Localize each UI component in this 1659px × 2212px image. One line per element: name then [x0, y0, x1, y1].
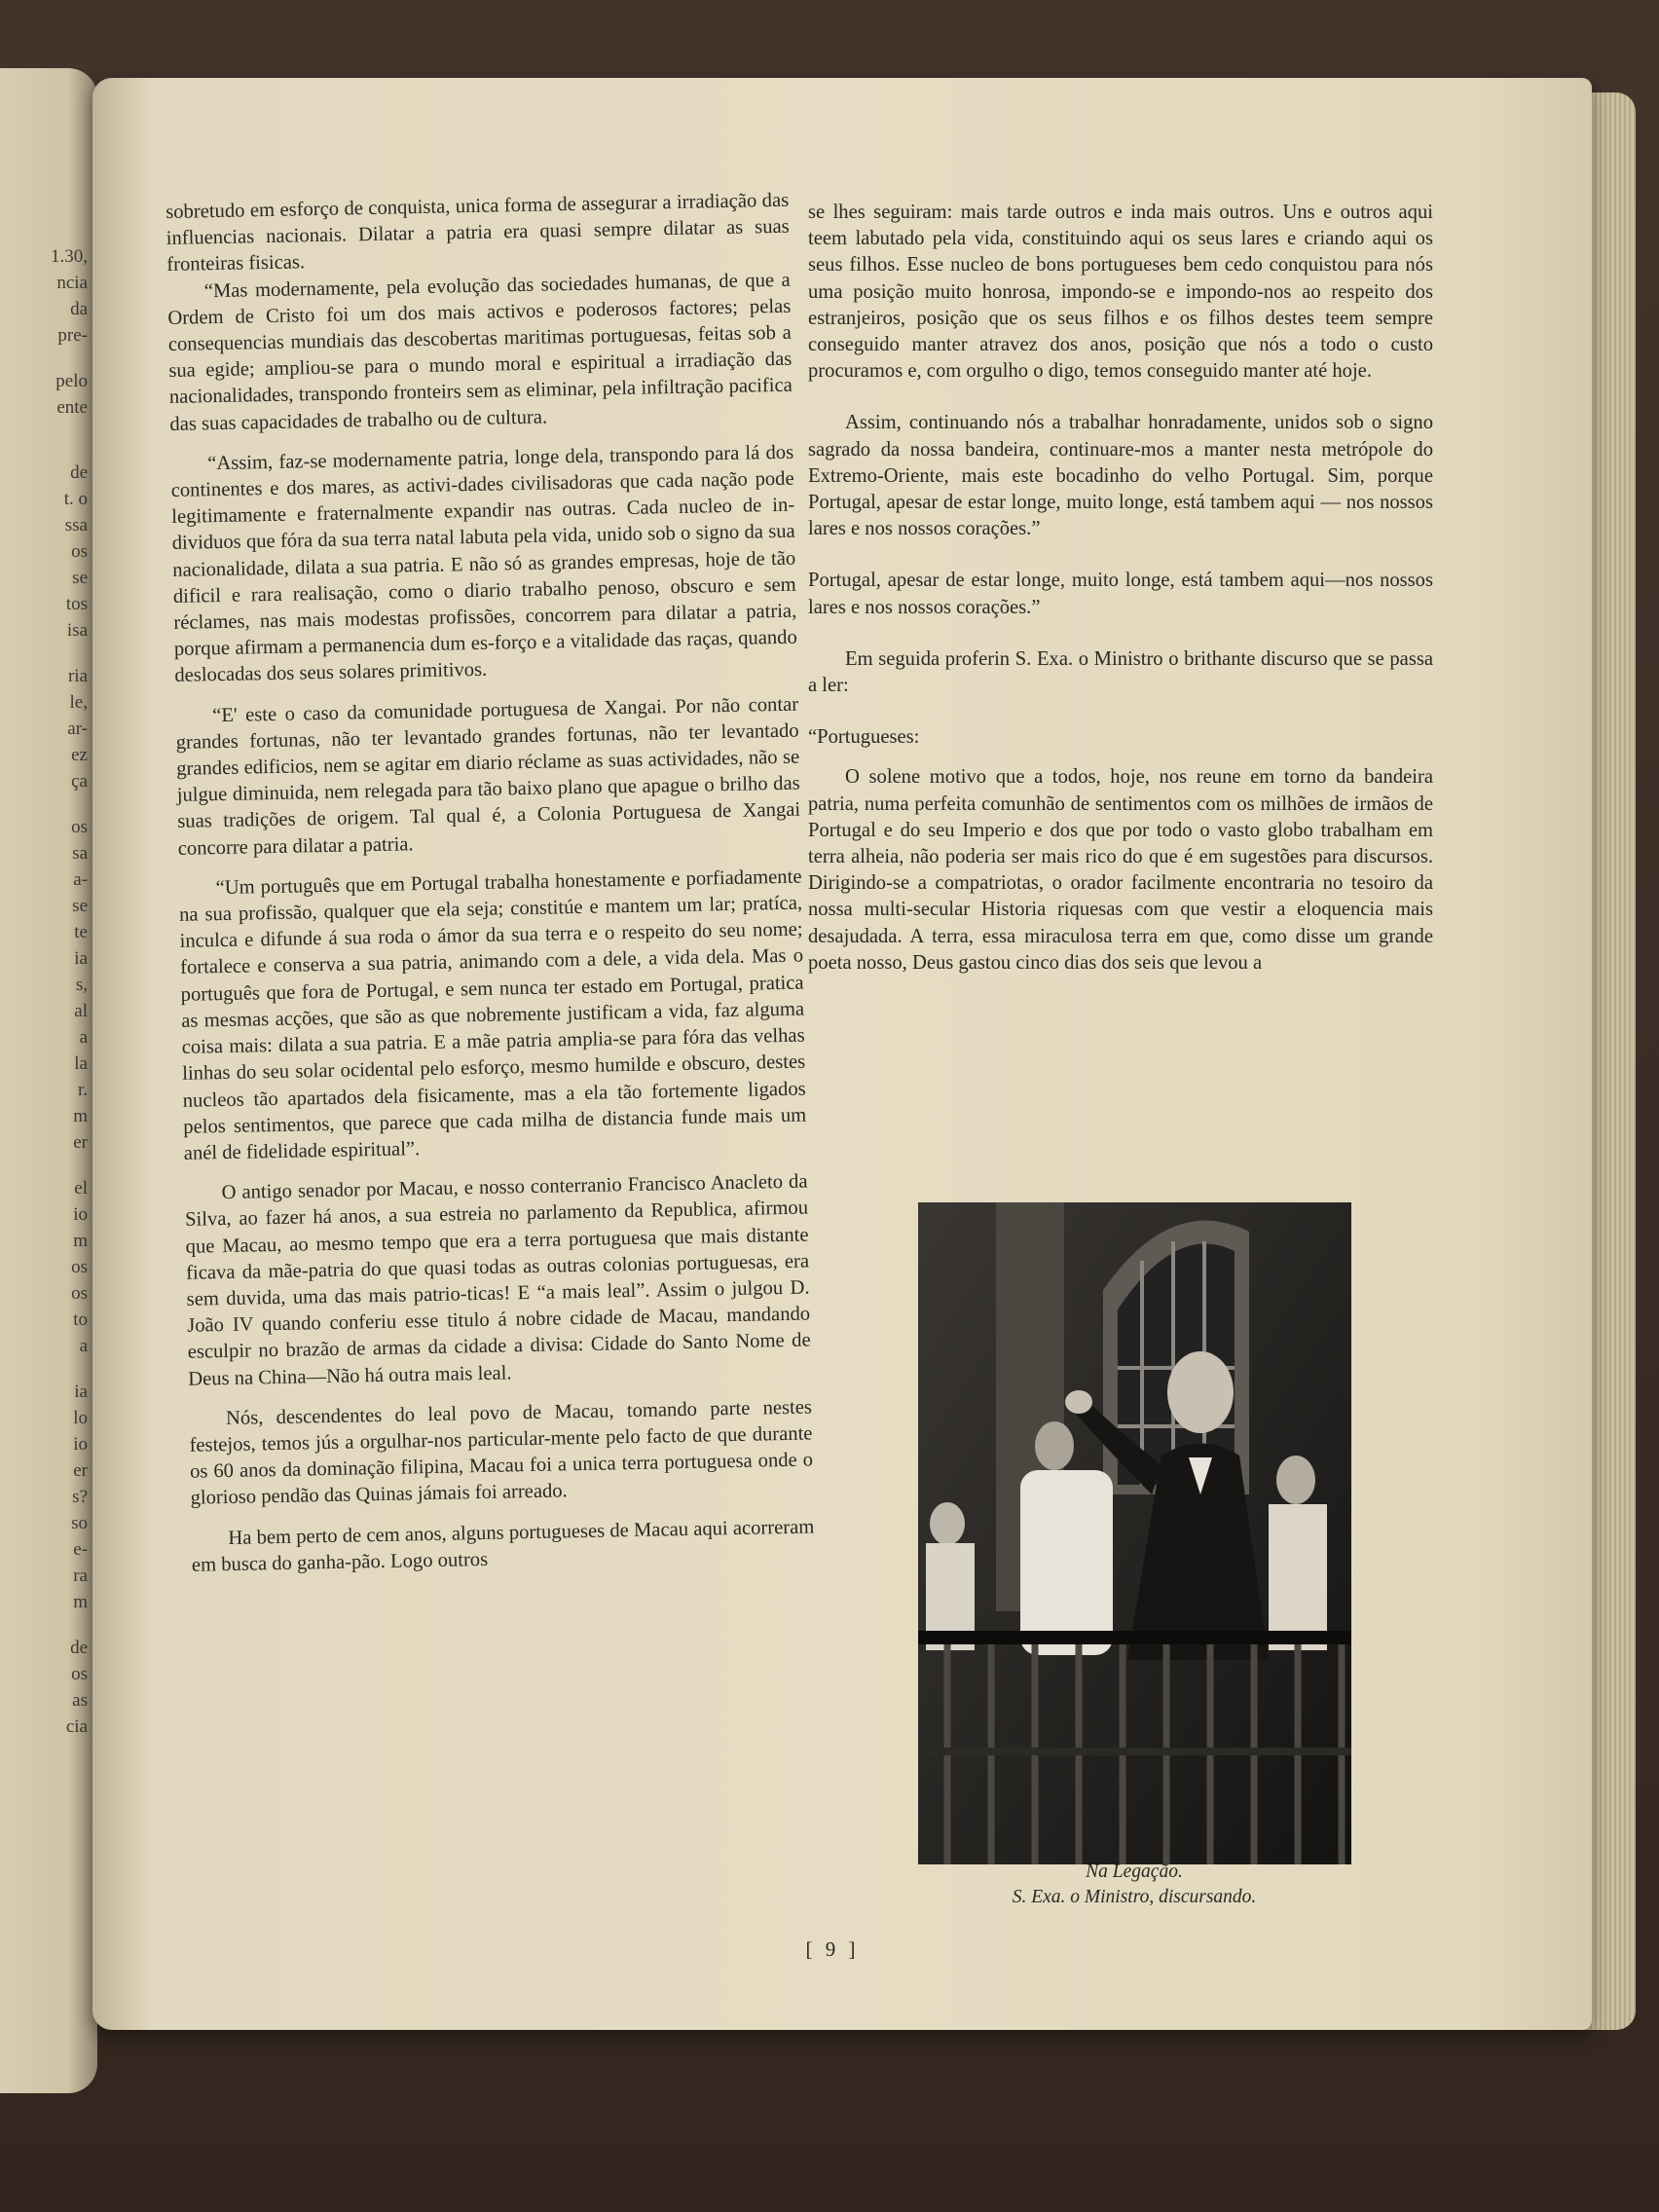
left-page-fragment: m — [73, 1106, 88, 1126]
left-page-fragment: ia — [74, 1382, 88, 1402]
paragraph: “Um português que em Portugal trabalha honestamente e porfiadamente na sua profissão, qualquer que ela seja; constitúe e mantem um lar; pratíca, inculca e difunde á sua roda o ámor da sua terra e o respeito do seu nome; fortalece e conserva a sua patria, animando com a dele, a vida dela. Mas o português que fora de Portugal, e sem nunca ter estado em Portugal, pratica as mesmas acções, que são as que nobremente justificam a vida, faz alguma coisa mais: dilata a sua patria. E a mãe patria amplia-se para fóra das velhas linhas do seu solar ocidental pelo esforço, mesmo humilde e obscuro, destes nucleos tão apartados dela fisicamente, mas a ela tão fortemente ligados pelos sentimentos, que parece que cada milha de distancia funde mais um anél de fidelidade espiritual”. — [178, 866, 807, 1164]
left-page-fragment: s, — [75, 975, 88, 995]
left-page-fragment: s? — [72, 1487, 88, 1507]
left-page-fragment: as — [72, 1690, 88, 1711]
left-page-fragment: t. o — [63, 489, 88, 509]
paragraph: Ha bem perto de cem anos, alguns portugueses de Macau aqui acorreram em busca do ganha-pão. Logo outros — [191, 1516, 815, 1576]
caption-line-2: S. Exa. o Ministro, discursando. — [1012, 1887, 1257, 1907]
caption-line-1: Na Legação. — [1086, 1862, 1183, 1882]
left-page-edge — [0, 68, 97, 2093]
left-page-fragment: os — [71, 817, 88, 837]
left-page-fragment: a — [79, 1027, 88, 1048]
paragraph: O solene motivo que a todos, hoje, nos reune em torno da bandeira patria, numa perfeita comunhão de sentimentos com os milhões de irmãos de Portugal e do seu Imperio e dos que por todo o vasto globo trabalham em terra alheia, não poderia ser mais rico do que é em sugestões para discursos. Dirigindo-se a compatriotas, o orador facilmente encontraria no tesoiro da nossa multi-secular Historia riquesas com que vestir a eloquencia mais desajudada. A terra, essa miraculosa terra em que, como disse um grande poeta nosso, Deus gastou cinco dias dos seis que levou a — [808, 766, 1433, 974]
right-page — [92, 78, 1592, 2030]
paragraph: Em seguida proferin S. Exa. o Ministro o brithante discurso que se passa a ler: — [808, 647, 1433, 697]
left-page-fragment: os — [71, 1257, 88, 1277]
left-page-fragment: er — [73, 1132, 88, 1153]
page-number: [ 9 ] — [805, 1937, 860, 1961]
left-page-fragment: e- — [73, 1539, 88, 1560]
left-page-fragment: lo — [73, 1408, 88, 1428]
paragraph: se lhes seguiram: mais tarde outros e inda mais outros. Uns e outros aqui teem labutado pela vida, constituindo aqui os seus lares e criando aqui os seus filhos. Esse nucleo de bons portugueses bem cedo conquistou para nós uma posição muito honrosa, impondo-se e impondo-nos ao respeito dos estranjeiros, posição que os seus filhos e os filhos destes teem sempre conseguido manter atravez dos anos, posição que nós a todo o custo procuramos e, com orgulho o digo, temos conseguido manter até hoje. — [808, 202, 1433, 383]
photograph-illustration — [918, 1202, 1351, 1864]
left-page-fragment: os — [71, 541, 88, 562]
photo-caption — [871, 1860, 1397, 1910]
paragraph: Nós, descendentes do leal povo de Macau, tomando parte nestes festejos, temos jús a orgulhar-nos particular-mente pelo facto de que durante os 60 anos da dominação filipina, Macau foi a unica terra portuguesa onde o glorioso pendão das Quinas jámais foi arreado. — [189, 1396, 814, 1510]
left-page-fragment: er — [73, 1460, 88, 1481]
left-page-fragment: os — [71, 1664, 88, 1684]
left-page-fragment: de — [70, 1638, 88, 1658]
paragraph: Assim, continuando nós a trabalhar honradamente, unidos sob o signo sagrado da nossa bandeira, continuare-mos a manter nesta metrópole do Extremo-Oriente, mais este bocadinho do velho Portugal. Sim, porque Portugal, apesar de estar longe, muito longe, está tambem aqui — nos nossos lares e nos nossos corações.” — [808, 412, 1433, 540]
left-column — [166, 188, 815, 1579]
paragraph: sobretudo em esforço de conquista, unica forma de assegurar a irradiação das influencias nacionais. Dilatar a patria era quasi sempre dilatar as suas fronteiras fisicas. — [166, 189, 790, 276]
paragraph: “Portugueses: — [808, 726, 920, 749]
left-page-fragment: ez — [71, 745, 88, 765]
left-page-fragment: to — [73, 1309, 88, 1330]
left-page-fragment: isa — [66, 620, 88, 641]
paragraph: O antigo senador por Macau, e nosso conterranio Francisco Anacleto da Silva, ao fazer há anos, a sua estreia no parlamento da Republica, afirmou que Macau, ao mesmo tempo que era a terra portuguesa que mais distante ficava da mãe-patria do que quasi todas as outras colonias portuguesas, era sem duvida, uma das mais patrio-ticas! E “a mais leal”. Assim o julgou D. João IV quando conferiu esse titulo á nobre cidade de Macau, mandando esculpir no brazão de armas da cidade a divisa: Cidade do Santo Nome de Deus na China—Não há outra mais leal. — [184, 1170, 811, 1390]
left-page-fragment: ria — [67, 666, 88, 686]
left-page-fragment: ia — [74, 948, 88, 969]
left-page-fragment: ar- — [67, 719, 88, 739]
left-page-fragment: la — [74, 1053, 88, 1074]
left-page-fragment: te — [74, 922, 88, 942]
left-page-fragment: al — [74, 1001, 88, 1021]
left-page-fragment: ente — [56, 397, 88, 418]
left-page-fragment: de — [70, 462, 88, 483]
left-page-fragment: da — [70, 299, 88, 319]
left-page-fragment: ssa — [64, 515, 88, 535]
left-page-fragment: io — [73, 1434, 88, 1455]
left-page-fragment: le, — [69, 692, 88, 713]
left-page-fragment: pre- — [57, 325, 88, 346]
paragraph: “Assim, faz-se modernamente patria, longe dela, transpondo para lá dos continentes e dos mares, as activi-dades civilisadoras que cada nação pode legitimamente e fraternalmente expandir nas outras. Cada nucleo de in-dividuos que fóra da sua terra natal labuta pela vida, unido sob o signo da sua nacionalidade, dilata a sua patria. E não só as grandes empresas, hoje de tão dificil e rara realisação, como o diario trabalho penoso, obscuro e sem réclames, nas mais modestas profissões, concorrem para dilatar a patria, porque afirmam a permanencia dum es-forço e a vitalidade das raças, quando deslocadas dos seus solares primitivos. — [170, 441, 797, 687]
left-page-fragment: m — [73, 1231, 88, 1251]
right-column — [808, 200, 1433, 977]
left-page-fragment: cia — [65, 1716, 88, 1737]
left-page-fragment: io — [73, 1204, 88, 1225]
left-page-fragment: se — [72, 568, 88, 588]
left-page-fragment: sa — [72, 843, 88, 864]
left-page-fragment: m — [73, 1592, 88, 1612]
left-page-fragment: os — [71, 1283, 88, 1304]
left-page-fragment: a- — [73, 869, 88, 890]
photograph — [918, 1202, 1351, 1864]
left-page-fragment: ncia — [56, 273, 88, 293]
paragraph: “E' este o caso da comunidade portuguesa de Xangai. Por não contar grandes fortunas, não ter levantado grandes fortunas, não ter levantado grandes edificios, nem se agitar em diario réclame as suas actividades, não se julgue diminuida, nem relegada para tão baixo plano que apague o brilho das suas tradições de origem. Tal qual é, a Colonia Portuguesa de Xangai concorre para dilatar a patria. — [175, 693, 801, 860]
left-page-fragment: a — [79, 1336, 88, 1356]
paragraph: Portugal, apesar de estar longe, muito longe, está tambem aqui—nos nossos lares e nos nossos corações.” — [808, 570, 1433, 618]
left-page-fragment: ra — [73, 1566, 88, 1586]
paragraph: “Mas modernamente, pela evolução das sociedades humanas, de que a Ordem de Cristo foi um dos mais activos e poderosos factores; pelas consequencias mundiais das descobertas maritimas portuguesas, feitas sob a sua egide; ampliou-se para o mundo moral e espiritual a irradiação das nacionalidades, transpondo fronteirs sem as eliminar, pela infiltração pacifica das suas capacidades de trabalho ou de cultura. — [167, 269, 793, 435]
left-page-fragment: r. — [77, 1080, 88, 1100]
left-page-fragment: pelo — [55, 371, 88, 391]
left-page-fragment: ça — [71, 771, 88, 792]
left-page-fragment: se — [72, 896, 88, 916]
left-page-fragment: tos — [65, 594, 88, 614]
left-page-fragment: el — [74, 1178, 88, 1198]
left-page-fragment: so — [71, 1513, 88, 1533]
left-page-fragment: 1.30, — [51, 246, 88, 267]
